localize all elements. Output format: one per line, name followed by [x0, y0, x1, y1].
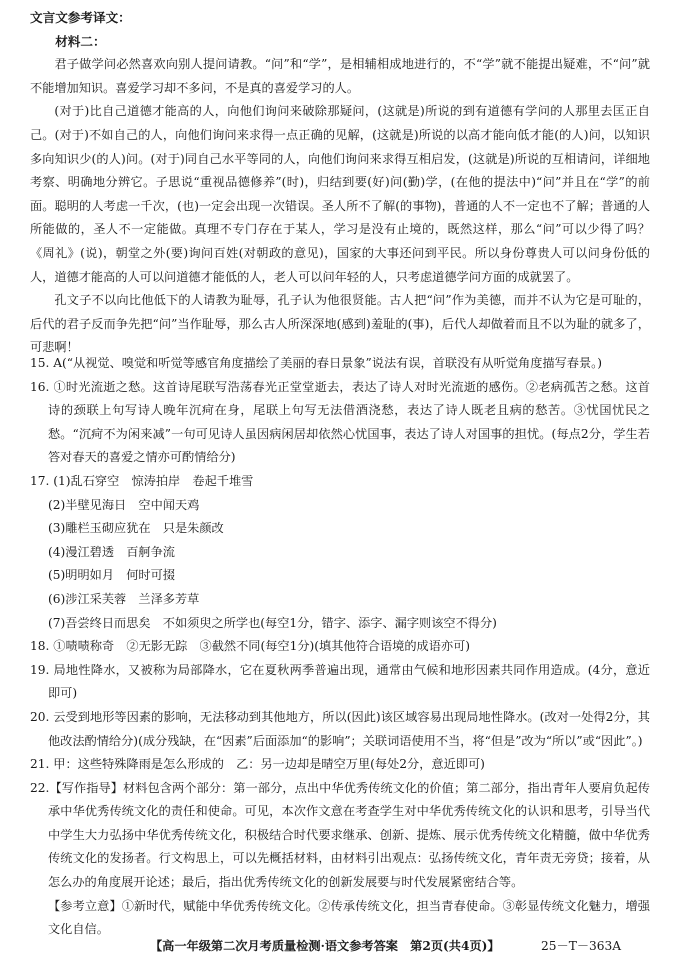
answer-17-line-2: (2)半壁见海日 空中闻天鸡 [48, 497, 200, 512]
answer-17-line-5: (5)明明如月 何时可掇 [48, 568, 175, 583]
answer-17-line-1: 17. (1)乱石穿空 惊涛拍岸 卷起千堆雪 [30, 473, 254, 488]
answer-17-line-3: (3)雕栏玉砌应犹在 只是朱颜改 [48, 521, 224, 536]
answer-17-line-4: (4)漫江碧透 百舸争流 [48, 544, 175, 559]
answers-section [30, 352, 650, 942]
material-title: 材料二： [55, 33, 106, 49]
translation-paragraph-1: 君子做学问必然喜欢向别人提问请教。“问”和“学”，是相辅相成地进行的，不“学”就不能提出疑难，不“问”就不能增加知识。喜爱学习却不多问，不是真的喜爱学习的人。 [30, 57, 650, 95]
answer-17-line-6: (6)涉江采芙蓉 兰泽多芳草 [48, 591, 200, 606]
answer-21: 21. 甲：这些特殊降雨是怎么形成的 乙：另一边却是晴空万里(每处2分，意近即可) [30, 757, 485, 772]
answer-19: 19. 局地性降水，又被称为局部降水，它在夏秋两季普遍出现，通常由气候和地形因素共同作用造成。(4分，意近即可) [30, 662, 650, 701]
answer-17-line-7: (7)吾尝终日而思矣 不如须臾之所学也(每空1分，错字、添字、漏字则该空不得分) [48, 615, 497, 630]
footer-code: 25－T－363A [541, 939, 622, 953]
answer-20: 20. 云受到地形等因素的影响，无法移动到其他地方，所以(因此)该区域容易出现局地性降水。(改对一处得2分，其他改法酌情给分)(成分残缺，在“因素”后面添加“的影响”；关联词语使用不当，将“但是”改为“所以”或“因此”。) [30, 709, 650, 748]
answer-16: 16. ①时光流逝之愁。这首诗尾联写浩荡春光正堂堂逝去，表达了诗人对时光流逝的感伤。②老病孤苦之愁。这首诗的颈联上句写诗人晚年沉疴在身，尾联上句写无法借酒浇愁，表达了诗人既老且病的愁苦。③忧国忧民之愁。“沉疴不为闲来减”一句可见诗人虽因病闲居却依然心忧国事，表达了诗人对国事的担忧。(每点2分，学生若答对春天的喜爱之情亦可酌情给分) [30, 379, 650, 465]
translation-paragraph-2: (对于)比自己道德才能高的人，向他们询问来破除那疑问，(这就是)所说的到有道德有学问的人那里去匡正自己。(对于)不如自己的人，向他们询问来求得一点正确的见解，(这就是)所说的以高才能向低才能(的人)问，以知识多向知识少(的人)问。(对于)同自己水平等同的人，向他们询问来求得互相启发，(这就是)所说的互相请问，详细地考察、明确地分辨它。子思说“重视品德修养”(时)，归结到要(好)问(勤)学，(在他的提法中)“问”并且在“学”的前面。聪明的人考虑一千次，(也)一定会出现一次错误。圣人所不了解(的事物)，普通的人不一定也不了解；普通的人所能做的，圣人不一定能做。真理不专门存在于某人，学习是没有止境的，既然这样，那么“问”可以少得了吗？《周礼》(说)，朝堂之外(要)询问百姓(对朝政的意见)，国家的大事还问到平民。所以身份尊贵人可以问身份低的人，道德才能高的人可以问道德才能低的人，老人可以问年轻的人，只考虑道德学问方面的成就罢了。 [30, 104, 650, 284]
translation-paragraph-3: 孔文子不以向比他低下的人请教为耻辱，孔子认为他很贤能。古人把“问”作为美德，而并不认为它是可耻的，后代的君子反而争先把“问”当作耻辱，那么古人所深深地(感到)羞耻的(事)，后代人却做着而且不以为耻的就多了，可悲啊！ [30, 293, 650, 355]
classical-translation-section [30, 6, 650, 360]
answer-18: 18. ①啧啧称奇 ②无影无踪 ③截然不同(每空1分)(填其他符合语境的成语亦可) [30, 639, 471, 654]
answer-22-reference: 【参考立意】①新时代，赋能中华优秀传统文化。②传承传统文化，担当青春使命。③彰显传统文化魅力，增强文化自信。 [48, 898, 650, 937]
answer-15: 15. A(“从视觉、嗅觉和听觉等感官角度描绘了美丽的春日景象”说法有误，首联没有从听觉角度描写春景。) [30, 356, 602, 370]
footer-title: 【高一年级第二次月考质量检测·语文参考答案 第2页(共4页)】 [150, 939, 500, 953]
section-title: 文言文参考译文： [30, 10, 131, 25]
answer-22-guidance: 22.【写作指导】材料包含两个部分：第一部分，点出中华优秀传统文化的价值；第二部分，指出青年人要肩负起传承中华优秀传统文化的责任和使命。可见，本次作文意在考查学生对中华优秀传统文化的认识和思考，引导当代中学生大力弘扬中华优秀传统文化，积极结合时代要求继承、创新、提炼、展示优秀传统文化精髓，做中华优秀传统文化的发扬者。行文构思上，可以先概括材料，由材料引出观点：弘扬传统文化，青年责无旁贷；接着，从怎么办的角度展开论述；最后，指出优秀传统文化的创新发展要与时代发展紧密结合等。 [30, 780, 650, 890]
